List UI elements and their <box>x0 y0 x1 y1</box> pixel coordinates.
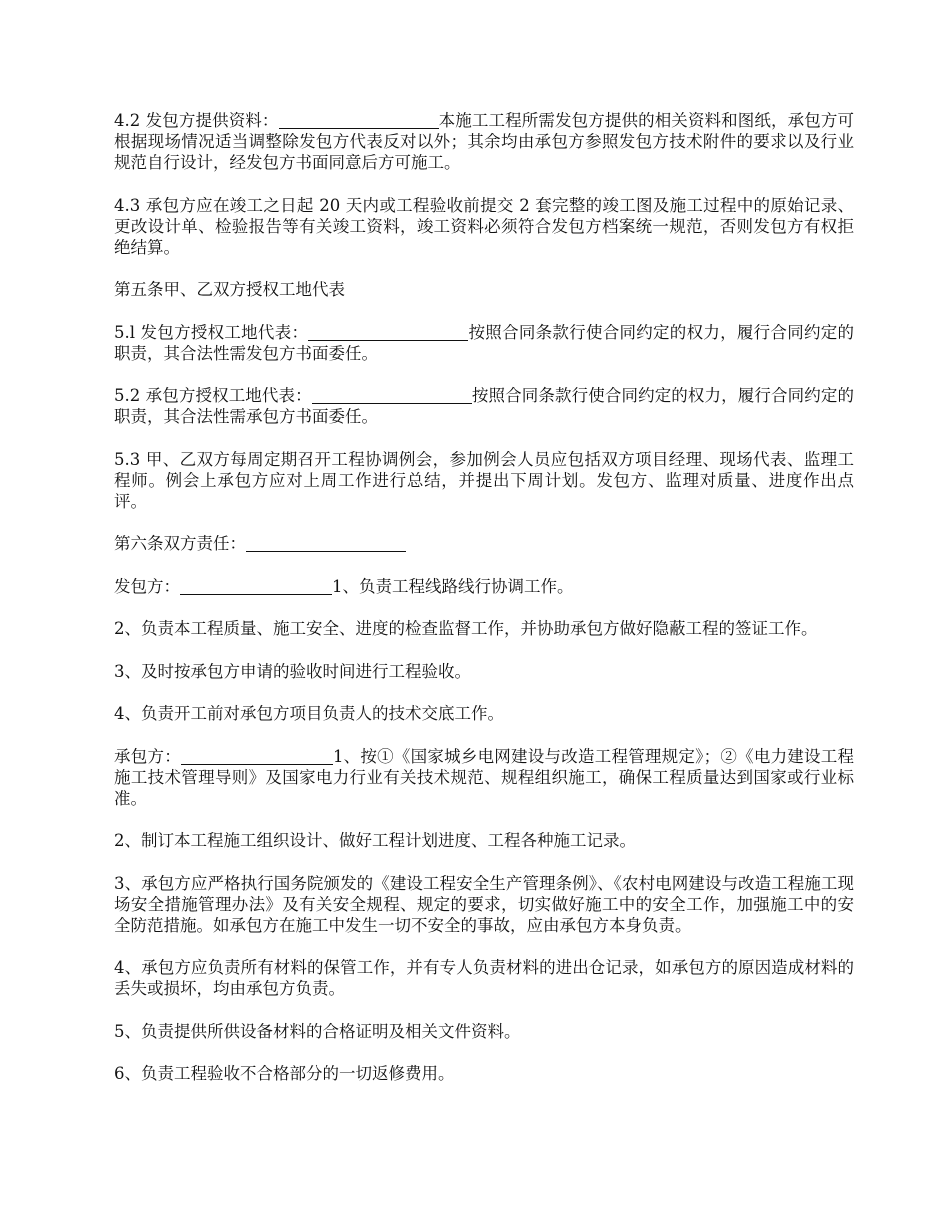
clause-4-3-text: 4.3 承包方应在竣工之日起 20 天内或工程验收前提交 2 套完整的竣工图及施工过程中的原始记录、更改设计单、检验报告等有关竣工资料，竣工资料必须符合发包方档案统一规范，否则发包方有权拒绝结算。 <box>114 195 854 257</box>
contractor-duty-5 <box>114 1021 854 1042</box>
clause-4-3 <box>114 195 854 258</box>
clause-5-2-lead: 5.2 承包方授权工地代表： <box>114 386 312 405</box>
employer-duty-4 <box>114 703 854 724</box>
document-body <box>114 110 854 1106</box>
contractor-duty-2 <box>114 830 854 851</box>
clause-5-2 <box>114 385 854 427</box>
fill-blank <box>279 112 439 129</box>
article-6-heading <box>114 533 854 554</box>
article-6-title: 第六条双方责任： <box>114 534 246 553</box>
fill-blank <box>181 748 333 765</box>
clause-5-1 <box>114 322 854 364</box>
article-5-title: 第五条甲、乙双方授权工地代表 <box>114 280 345 299</box>
employer-duty-1 <box>114 576 854 597</box>
employer-duty-1-text: 1、负责工程线路线行协调工作。 <box>332 576 574 596</box>
clause-4-2 <box>114 110 854 173</box>
contractor-duty-4 <box>114 957 854 999</box>
contractor-duty-5-text: 5、负责提供所供设备材料的合格证明及相关文件资料。 <box>114 1021 521 1041</box>
fill-blank <box>246 535 406 552</box>
employer-duty-2-text: 2、负责本工程质量、施工安全、进度的检查监督工作，并协助承包方做好隐蔽工程的签证工作。 <box>114 619 818 638</box>
article-5-heading <box>114 279 854 300</box>
contractor-duty-1-text: 1、按①《国家城乡电网建设与改造工程管理规定》；②《电力建设工程施工技术管理导则》及国家电力行业有关技术规范、规程组织施工，确保工程质量达到国家或行业标准。 <box>114 746 855 808</box>
clause-5-1-text: 按照合同条款行使合同约定的权力，履行合同约定的职责，其合法性需发包方书面委任。 <box>114 322 855 363</box>
clause-5-3-text: 5.3 甲、乙双方每周定期召开工程协调例会，参加例会人员应包括双方项目经理、现场代表、监理工程师。例会上承包方应对上周工作进行总结，并提出下周计划。发包方、监理对质量、进度作出点评。 <box>114 449 854 511</box>
contractor-duty-4-text: 4、承包方应负责所有材料的保管工作，并有专人负责材料的进出仓记录，如承包方的原因造成材料的丢失或损坏，均由承包方负责。 <box>114 958 854 998</box>
fill-blank <box>308 324 468 341</box>
contractor-duty-3 <box>114 873 854 936</box>
employer-label: 发包方： <box>114 576 180 596</box>
contractor-duty-1 <box>114 746 854 809</box>
fill-blank <box>312 387 472 404</box>
contractor-duty-6-text: 6、负责工程验收不合格部分的一切返修费用。 <box>114 1064 455 1083</box>
contractor-duty-3-text: 3、承包方应严格执行国务院颁发的《建设工程安全生产管理条例》、《农村电网建设与改造工程施工现场安全措施管理办法》及有关安全规程、规定的要求，切实做好施工中的安全工作，加强施工中的安全防范措施。如承包方在施工中发生一切不安全的事故，应由承包方本身负责。 <box>114 873 854 935</box>
clause-5-3 <box>114 449 854 512</box>
employer-duty-4-text: 4、负责开工前对承包方项目负责人的技术交底工作。 <box>114 704 504 723</box>
employer-duty-2 <box>114 618 854 639</box>
employer-duty-3-text: 3、及时按承包方申请的验收时间进行工程验收。 <box>114 661 471 681</box>
contractor-label: 承包方： <box>114 746 181 766</box>
clause-5-1-lead: 5.l 发包方授权工地代表： <box>114 322 309 342</box>
contractor-duty-6 <box>114 1063 854 1084</box>
clause-4-2-text: 本施工工程所需发包方提供的相关资料和图纸，承包方可根据现场情况适当调整除发包方代表反对以外；其余均由承包方参照发包方技术附件的要求以及行业规范自行设计，经发包方书面同意后方可施工。 <box>114 111 854 172</box>
clause-4-2-lead: 4.2 发包方提供资料： <box>114 111 279 130</box>
clause-5-2-text: 按照合同条款行使合同约定的权力，履行合同约定的职责，其合法性需承包方书面委任。 <box>114 386 854 426</box>
contractor-duty-2-text: 2、制订本工程施工组织设计、做好工程计划进度、工程各种施工记录。 <box>114 831 636 850</box>
employer-duty-3 <box>114 661 854 682</box>
fill-blank <box>180 578 332 595</box>
